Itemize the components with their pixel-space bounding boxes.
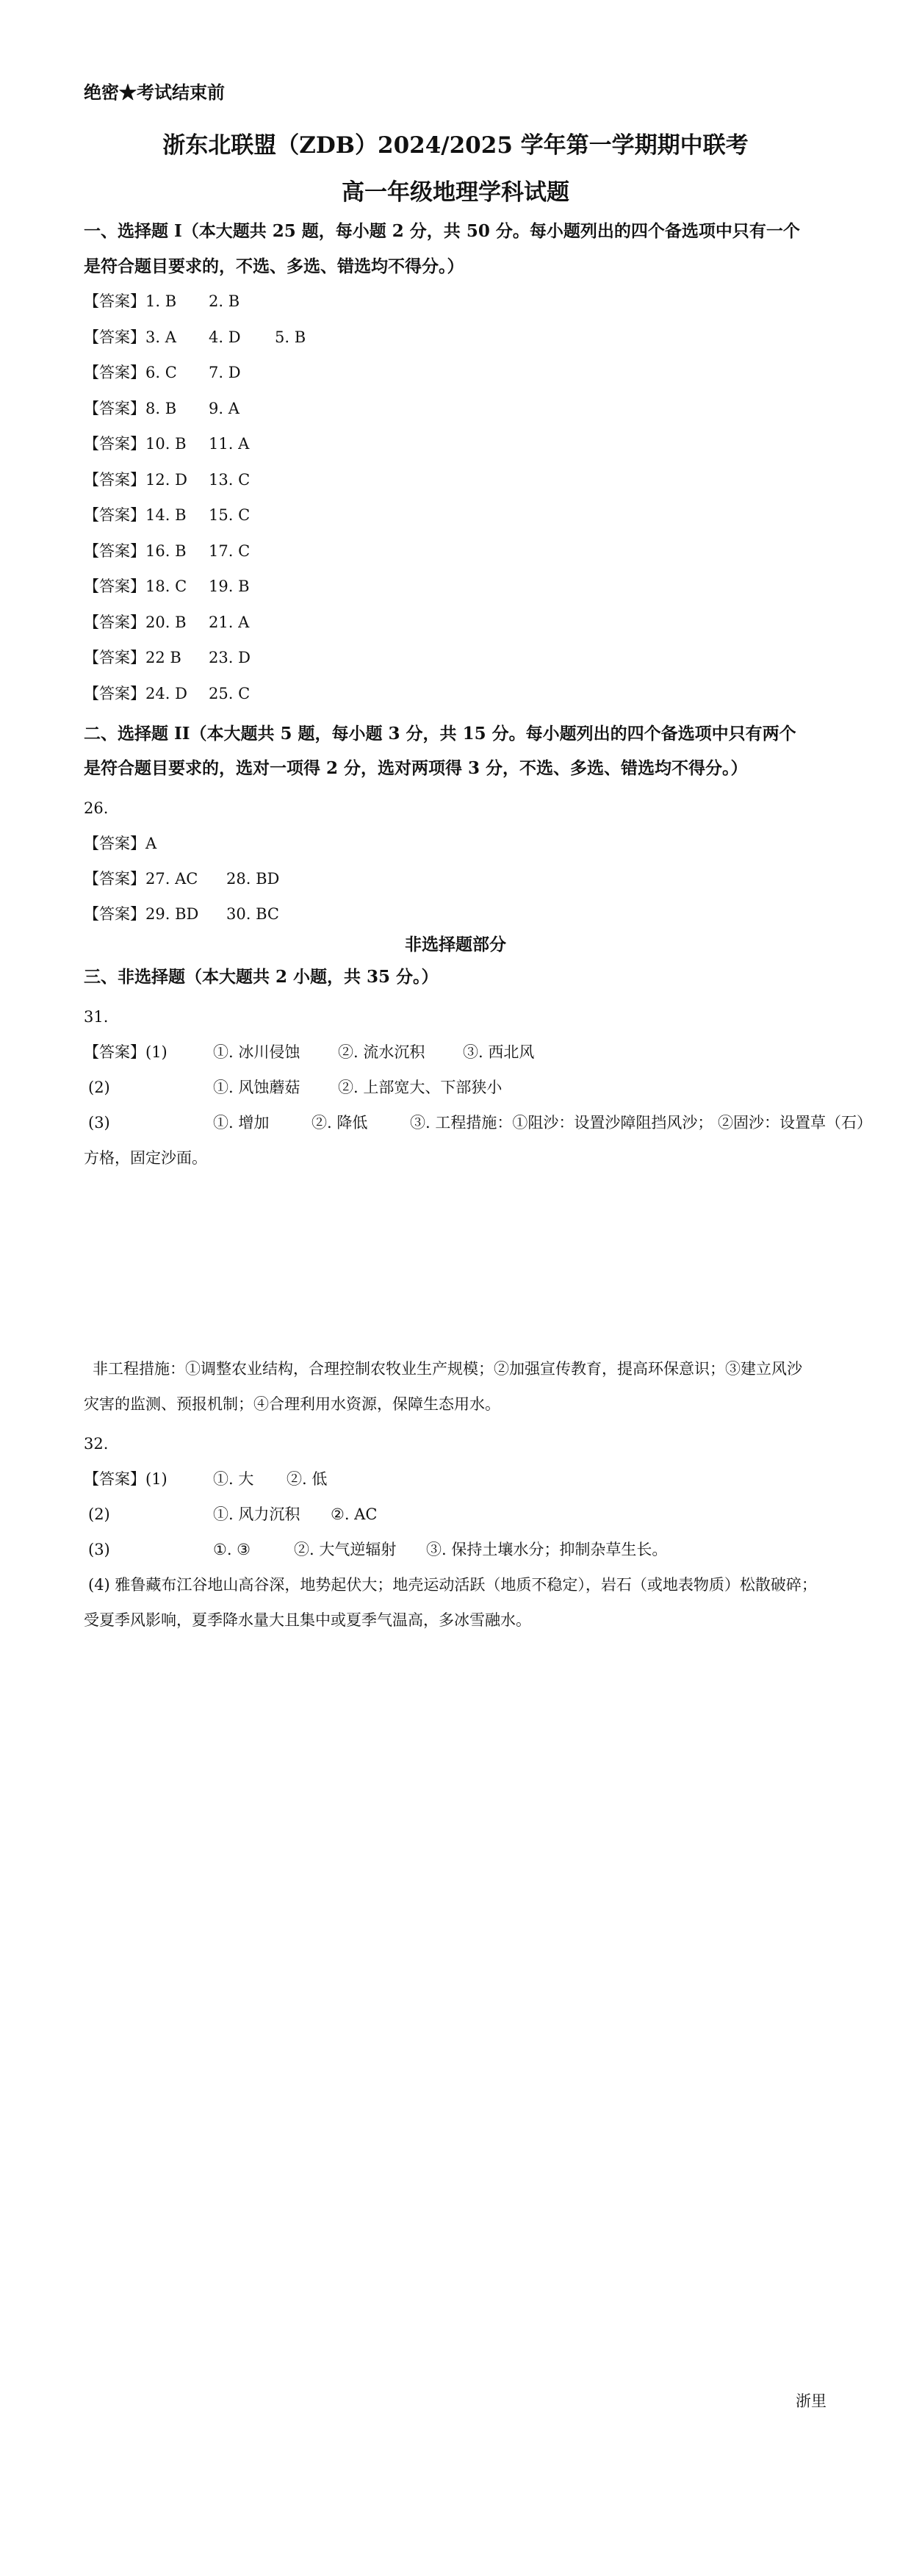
section2-heading-line2: 是符合题目要求的，选对一项得 2 分，选对两项得 3 分，不选、多选、错选均不得分。）: [84, 758, 748, 778]
answer-second: 15. C: [209, 506, 251, 524]
answer-row: [84, 397, 275, 420]
answer-30: 30. BC: [226, 905, 279, 923]
answer-second: 25. C: [209, 685, 251, 702]
q31-part3-c: ③. 工程措施：①阻沙：设置沙障阻挡风沙； ②固沙：设置草（石）: [410, 1114, 873, 1132]
answer-second: 9. A: [209, 400, 240, 417]
q31-part2-a: ①. 风蚀蘑菇: [213, 1079, 300, 1096]
q31-part2-row: [84, 1076, 502, 1098]
section3-heading: 三、非选择题（本大题共 2 小题，共 35 分。）: [84, 967, 439, 987]
answer-first: 【答案】16. B: [84, 542, 187, 560]
q32-part2-row: [84, 1503, 377, 1525]
answer-row: [84, 361, 275, 384]
answer-third: 5. B: [275, 328, 306, 346]
answer-row: [84, 326, 306, 348]
answer-row: [84, 469, 275, 491]
q31-part1-row: [84, 1041, 534, 1063]
answer-29-30-row: [84, 903, 279, 925]
nonchoice-label: 非选择题部分: [405, 935, 506, 954]
answer-first: 【答案】24. D: [84, 685, 187, 702]
question-26-number: 26.: [84, 799, 109, 817]
answer-29: 【答案】29. BD: [84, 905, 199, 923]
answer-second: 11. A: [209, 435, 250, 453]
q32-part1-a: ①. 大: [213, 1470, 254, 1488]
q31-part2-b: ②. 上部宽大、下部狭小: [338, 1079, 503, 1096]
answer-second: 4. D: [209, 328, 241, 346]
q32-part3-a: ①. ③: [213, 1541, 251, 1558]
answer-row: [84, 504, 275, 526]
answer-second: 7. D: [209, 364, 241, 381]
answer-26: 【答案】A: [84, 835, 157, 852]
question-31-number: 31.: [84, 1008, 109, 1026]
q32-part3-row: [84, 1539, 667, 1561]
q32-part2-b: ②. AC: [331, 1505, 378, 1523]
page-subtitle: 高一年级地理学科试题: [342, 179, 569, 206]
answer-first: 【答案】12. D: [84, 471, 187, 489]
q31-part3-a: ①. 增加: [213, 1114, 270, 1132]
q31-part3-continuation: 方格，固定沙面。: [84, 1149, 207, 1167]
footer-watermark: 浙里: [796, 2392, 827, 2410]
answer-first: 【答案】18. C: [84, 578, 187, 595]
q32-part4-line1: (4) 雅鲁藏布江谷地山高谷深，地势起伏大；地壳运动活跃（地质不稳定），岩石（或地表物质）松散破碎；: [88, 1576, 817, 1594]
q31-part3-label: (3): [88, 1114, 110, 1132]
q31-part2-label: (2): [88, 1079, 110, 1096]
question-32-number: 32.: [84, 1435, 109, 1453]
answer-row: [84, 683, 275, 705]
q32-part1-b: ②. 低: [287, 1470, 328, 1488]
q32-part3-b: ②. 大气逆辐射: [294, 1541, 397, 1558]
answer-first: 【答案】1. B: [84, 292, 177, 310]
q32-part3-c: ③. 保持土壤水分；抑制杂草生长。: [426, 1541, 668, 1558]
answer-row: [84, 611, 275, 633]
answer-second: 2. B: [209, 292, 240, 310]
answer-row: [84, 540, 275, 562]
answer-second: 17. C: [209, 542, 251, 560]
section1-heading-line2: 是符合题目要求的，不选、多选、错选均不得分。）: [84, 256, 464, 276]
q31-part1-label: 【答案】(1): [84, 1043, 168, 1061]
answer-row: [84, 575, 275, 597]
answer-first: 【答案】3. A: [84, 328, 176, 346]
section2-heading-line1: 二、选择题 II（本大题共 5 题，每小题 3 分，共 15 分。每小题列出的四个备选项中只有两个: [84, 724, 796, 744]
answer-row: [84, 647, 275, 669]
answer-first: 【答案】22 B: [84, 649, 181, 666]
answer-27: 【答案】27. AC: [84, 870, 198, 888]
q31-part1-a: ①. 冰川侵蚀: [213, 1043, 300, 1061]
q32-part2-label: (2): [88, 1505, 110, 1523]
q32-part3-label: (3): [88, 1541, 110, 1558]
answer-first: 【答案】10. B: [84, 435, 187, 453]
answer-first: 【答案】8. B: [84, 400, 177, 417]
q31-part3-b: ②. 降低: [312, 1114, 368, 1132]
answer-28: 28. BD: [226, 870, 280, 888]
answer-row: [84, 290, 275, 312]
q31-nonengineering-line2: 灾害的监测、预报机制；④合理利用水资源，保障生态用水。: [84, 1395, 500, 1413]
answer-first: 【答案】6. C: [84, 364, 177, 381]
answer-27-28-row: [84, 868, 279, 890]
confidential-label: 绝密★考试结束前: [84, 82, 225, 103]
answer-second: 23. D: [209, 649, 251, 666]
q31-part1-c: ③. 西北风: [463, 1043, 535, 1061]
answer-second: 21. A: [209, 614, 250, 631]
q31-part1-b: ②. 流水沉积: [338, 1043, 425, 1061]
q32-part1-row: [84, 1468, 327, 1490]
section1-heading-line1: 一、选择题 I（本大题共 25 题，每小题 2 分，共 50 分。每小题列出的四个备选项中只有一个: [84, 221, 800, 241]
q31-nonengineering-line1: 非工程措施：①调整农业结构，合理控制农牧业生产规模；②加强宣传教育，提高环保意识；③建立风沙: [93, 1360, 802, 1378]
q32-part2-a: ①. 风力沉积: [213, 1505, 300, 1523]
q32-part1-label: 【答案】(1): [84, 1470, 168, 1488]
page-title: 浙东北联盟（ZDB）2024/2025 学年第一学期期中联考: [162, 132, 749, 159]
answer-row: [84, 433, 275, 455]
answer-second: 19. B: [209, 578, 250, 595]
answer-second: 13. C: [209, 471, 251, 489]
q31-part3-row: [84, 1112, 872, 1134]
q32-part4-line2: 受夏季风影响，夏季降水量大且集中或夏季气温高，多冰雪融水。: [84, 1611, 531, 1629]
answer-first: 【答案】14. B: [84, 506, 187, 524]
answer-first: 【答案】20. B: [84, 614, 187, 631]
